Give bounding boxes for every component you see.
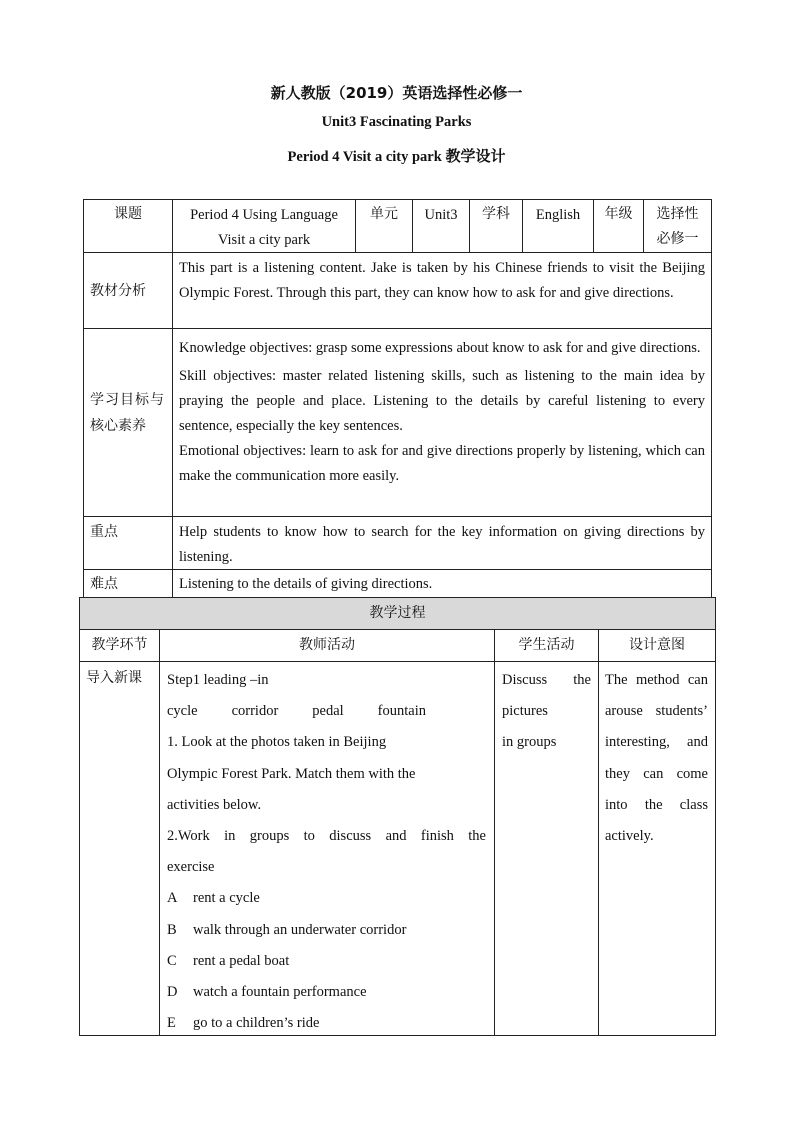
difficulty-text: Listening to the details of giving directions. bbox=[172, 569, 712, 598]
task2-line-1 bbox=[167, 821, 486, 852]
task2-word: to bbox=[303, 828, 315, 845]
keypoint-label: 重点 bbox=[83, 516, 173, 570]
task1-line-2: Olympic Forest Park. Match them with the bbox=[167, 765, 416, 782]
task2-word: groups bbox=[249, 828, 290, 845]
option-row bbox=[167, 946, 486, 977]
grade-value-2: 必修一 bbox=[656, 231, 699, 247]
option-letter: C bbox=[167, 952, 177, 969]
design-intent: The method can arouse students’ interesting, and they can come into the class actively. bbox=[598, 661, 716, 1036]
task2-word: the bbox=[468, 828, 486, 845]
student-word: the bbox=[573, 672, 591, 688]
student-word: Discuss bbox=[502, 672, 548, 688]
document-title: 新人教版（2019）英语选择性必修一 bbox=[270, 84, 523, 102]
analysis-label: 教材分析 bbox=[83, 252, 173, 329]
option-letter: B bbox=[167, 921, 177, 938]
col-stage: 教学环节 bbox=[79, 629, 160, 662]
vocab-word: cycle bbox=[167, 703, 198, 720]
task2-word: discuss bbox=[329, 828, 372, 845]
stage-intro: 导入新课 bbox=[79, 661, 160, 1036]
student-line-3: in groups bbox=[502, 734, 557, 751]
subject-value: English bbox=[522, 199, 594, 253]
objectives-text bbox=[172, 328, 712, 517]
option-text: walk through an underwater corridor bbox=[193, 921, 407, 938]
option-row bbox=[167, 977, 486, 1008]
task1-line-1: 1. Look at the photos taken in Beijing bbox=[167, 734, 387, 751]
vocab-word: fountain bbox=[377, 703, 426, 720]
option-text: rent a pedal boat bbox=[193, 952, 290, 969]
objective-skill: Skill objectives: master related listening skills, such as listening to the main idea by praying the people and place. Listening to the details by careful listening to every sentence, especially the key sentences. bbox=[179, 368, 705, 434]
col-teacher: 教师活动 bbox=[159, 629, 495, 662]
option-text: rent a cycle bbox=[193, 890, 260, 907]
vocab-word: pedal bbox=[312, 703, 344, 720]
option-row bbox=[167, 915, 486, 946]
option-text: watch a fountain performance bbox=[193, 984, 367, 1001]
option-row bbox=[167, 1008, 486, 1039]
period-title-en: Period 4 Visit a city park bbox=[287, 149, 442, 165]
task2-line-2: exercise bbox=[167, 859, 215, 876]
grade-label: 年级 bbox=[593, 199, 644, 253]
option-row bbox=[167, 883, 486, 914]
step-title: Step1 leading –in bbox=[167, 672, 269, 688]
grade-value bbox=[643, 199, 712, 253]
student-line-2: pictures bbox=[502, 703, 548, 720]
objective-knowledge: Knowledge objectives: grasp some expressions about know to ask for and give directions. bbox=[179, 340, 701, 356]
option-letter: E bbox=[167, 1015, 176, 1032]
difficulty-label: 难点 bbox=[83, 569, 173, 598]
process-heading: 教学过程 bbox=[79, 597, 716, 630]
unit-label: 单元 bbox=[355, 199, 413, 253]
unit-title: Unit3 Fascinating Parks bbox=[321, 114, 472, 130]
teacher-activity bbox=[159, 661, 495, 1036]
col-design: 设计意图 bbox=[598, 629, 716, 662]
topic-value bbox=[172, 199, 356, 253]
task2-word: in bbox=[224, 828, 236, 845]
vocab-word: corridor bbox=[231, 703, 279, 720]
unit-value: Unit3 bbox=[412, 199, 470, 253]
objectives-label: 学习目标与核心素养 bbox=[83, 328, 173, 517]
objective-emotional: Emotional objectives: learn to ask for and give directions properly by listening, which can make the communication more easily. bbox=[179, 443, 705, 484]
topic-line-1: Period 4 Using Language bbox=[190, 207, 338, 223]
task2-word: finish bbox=[420, 828, 454, 845]
task2-word: and bbox=[385, 828, 407, 845]
grade-value-1: 选择性 bbox=[656, 206, 699, 222]
period-title bbox=[0, 145, 793, 166]
keypoint-text: Help students to know how to search for the key information on giving directions by listening. bbox=[172, 516, 712, 570]
student-activity bbox=[494, 661, 599, 1036]
student-line-1 bbox=[502, 665, 591, 696]
topic-line-2: Visit a city park bbox=[217, 232, 311, 248]
period-title-cn: 教学设计 bbox=[445, 147, 506, 165]
option-letter: A bbox=[167, 890, 178, 907]
option-text: go to a children’s ride bbox=[193, 1015, 320, 1032]
task1-line-3: activities below. bbox=[167, 796, 262, 813]
col-student: 学生活动 bbox=[494, 629, 599, 662]
vocab-row bbox=[167, 696, 486, 727]
topic-label: 课题 bbox=[83, 199, 173, 253]
analysis-text: This part is a listening content. Jake is taken by his Chinese friends to visit the Beijing Olympic Forest. Through this part, they can know how to ask for and give directions. bbox=[172, 252, 712, 329]
task2-word: 2.Work bbox=[167, 828, 210, 845]
subject-label: 学科 bbox=[469, 199, 523, 253]
option-letter: D bbox=[167, 984, 178, 1001]
